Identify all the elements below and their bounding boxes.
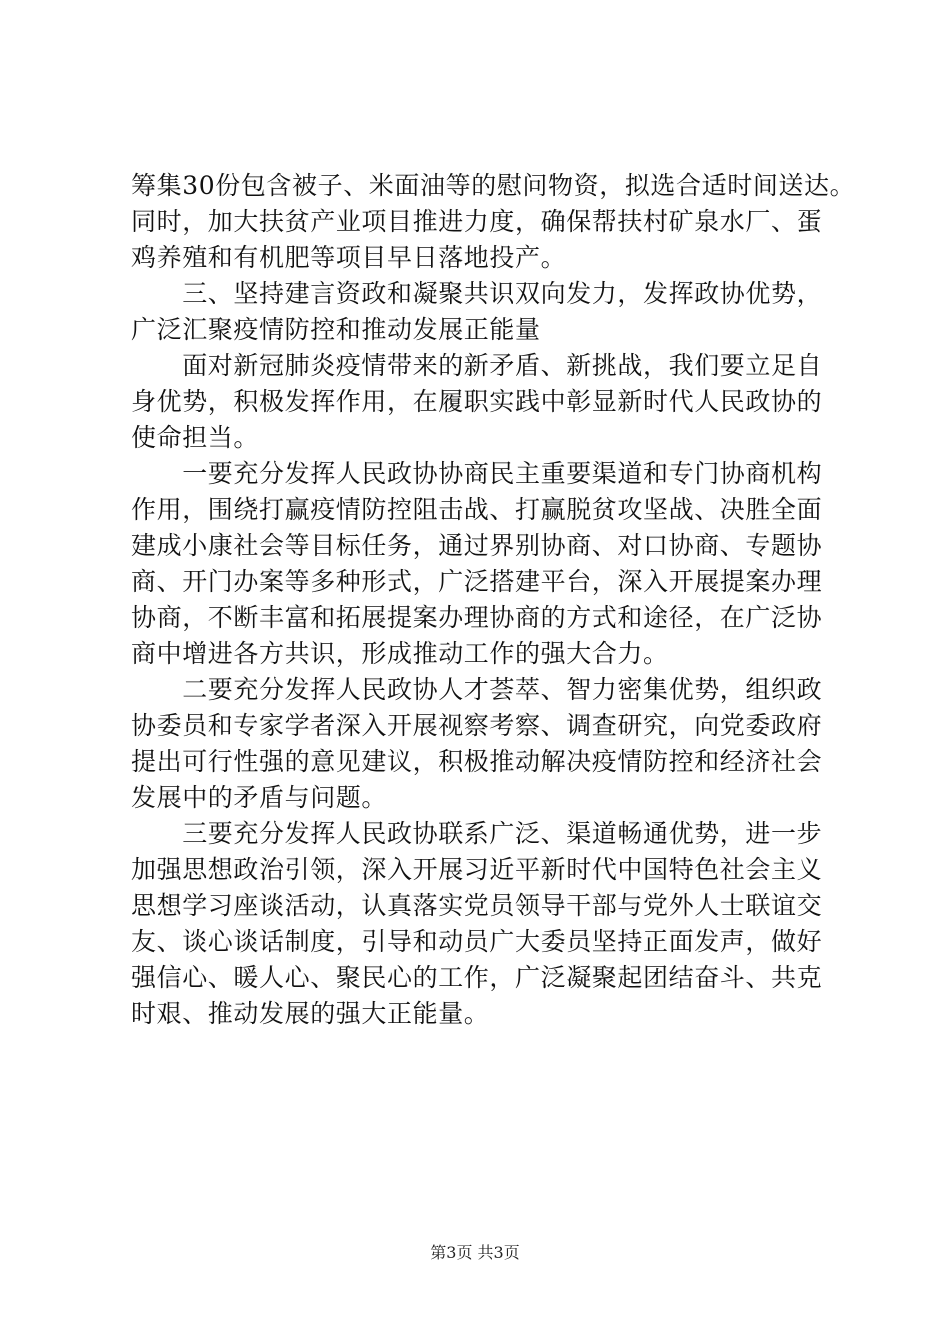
text-line: 时艰、推动发展的强大正能量。 <box>131 999 490 1028</box>
text-line: 一要充分发挥人民政协协商民主重要渠道和专门协商机构 <box>131 459 823 488</box>
text-line: 使命担当。 <box>131 423 260 452</box>
text-line: 商、开门办案等多种形式，广泛搭建平台，深入开展提案办理 <box>131 567 823 596</box>
text-line: 强信心、暖人心、聚民心的工作，广泛凝聚起团结奋斗、共克 <box>131 963 823 992</box>
section-heading-line: 广泛汇聚疫情防控和推动发展正能量 <box>131 315 541 344</box>
text-line: 发展中的矛盾与问题。 <box>131 783 388 812</box>
text-line: 加强思想政治引领，深入开展习近平新时代中国特色社会主义 <box>131 855 823 884</box>
page-number-footer: 第3页 共3页 <box>430 1243 520 1262</box>
document-body <box>131 168 856 1032</box>
text-line: 三要充分发挥人民政协联系广泛、渠道畅通优势，进一步 <box>131 819 823 848</box>
text-line: 协商，不断丰富和拓展提案办理协商的方式和途径，在广泛协 <box>131 603 823 632</box>
text-line: 协委员和专家学者深入开展视察考察、调查研究，向党委政府 <box>131 711 823 740</box>
text-line: 鸡养殖和有机肥等项目早日落地投产。 <box>131 243 567 272</box>
text-line: 商中增进各方共识，形成推动工作的强大合力。 <box>131 639 669 668</box>
text-line: 作用，围绕打赢疫情防控阻击战、打赢脱贫攻坚战、决胜全面 <box>131 495 823 524</box>
text-line: 提出可行性强的意见建议，积极推动解决疫情防控和经济社会 <box>131 747 823 776</box>
text-line: 身优势，积极发挥作用，在履职实践中彰显新时代人民政协的 <box>131 387 823 416</box>
text-line: 同时，加大扶贫产业项目推进力度，确保帮扶村矿泉水厂、蛋 <box>131 207 823 236</box>
text-line: 思想学习座谈活动，认真落实党员领导干部与党外人士联谊交 <box>131 891 823 920</box>
section-heading-line: 三、坚持建言资政和凝聚共识双向发力，发挥政协优势， <box>131 279 823 308</box>
text-line: 建成小康社会等目标任务，通过界别协商、对口协商、专题协 <box>131 531 823 560</box>
text-line: 友、谈心谈话制度，引导和动员广大委员坚持正面发声，做好 <box>131 927 823 956</box>
text-line: 面对新冠肺炎疫情带来的新矛盾、新挑战，我们要立足自 <box>131 351 823 380</box>
text-line: 二要充分发挥人民政协人才荟萃、智力密集优势，组织政 <box>131 675 823 704</box>
text-line: 筹集30份包含被子、米面油等的慰问物资，拟选合适时间送达。 <box>131 171 856 200</box>
